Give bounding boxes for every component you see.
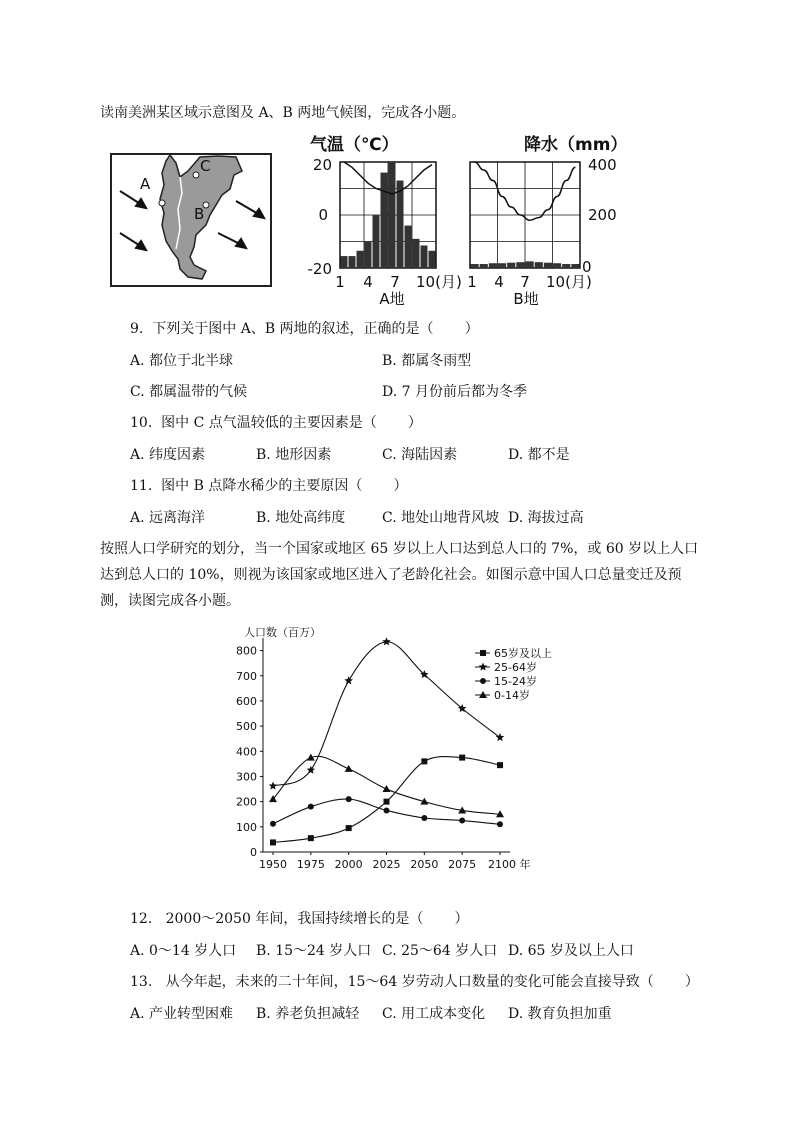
climate-chart-a [292, 132, 462, 307]
question-11-option-b[interactable]: B. 地处高纬度 [256, 510, 346, 526]
question-10-option-a[interactable]: A. 纬度因素 [130, 447, 206, 463]
population-x-tick-label: 2050 [410, 858, 439, 871]
climate-b-tick-400: 400 [588, 156, 617, 174]
climate-b-precip-bar [571, 264, 579, 268]
question-13-option-c[interactable]: C. 用工成本变化 [382, 1006, 486, 1022]
question-11-stem: 11. 图中 B 点降水稀少的主要原因（ ） [130, 478, 408, 494]
question-11-option-c[interactable]: C. 地处山地背风坡 [382, 510, 500, 526]
climate-a-tick-neg20: -20 [307, 260, 332, 278]
climate-b-xtick-1: 1 [467, 273, 477, 291]
map-point-c [193, 172, 199, 178]
question-12-option-a[interactable]: A. 0～14 岁人口 [130, 943, 237, 959]
section2-intro: 按照人口学研究的划分，当一个国家或地区 65 岁以上人口达到总人口的 7%，或 60 岁以上人口达到总人口的 10%，则视为该国家或地区进入了老龄化社会。如图示意中国人口总量变迁及预测，读图完成各小题。 [100, 541, 699, 609]
climate-a-precip-bar [357, 251, 364, 268]
climate-b-tick-200: 200 [588, 206, 617, 224]
climate-b-precip-bar [562, 264, 570, 268]
population-chart [228, 622, 568, 874]
climate-b-precip-bar [489, 263, 497, 268]
population-point [346, 825, 352, 831]
question-9-option-a[interactable]: A. 都位于北半球 [130, 353, 234, 369]
climate-b-precip-bar [544, 263, 552, 268]
question-13-option-a[interactable]: A. 产业转型困难 [130, 1006, 234, 1022]
question-11-option-d[interactable]: D. 海拔过高 [508, 510, 584, 526]
question-13-option-b[interactable]: B. 养老负担减轻 [256, 1006, 360, 1022]
population-point [382, 637, 391, 645]
map-label-c: C [200, 157, 211, 175]
climate-a-precip-bar [413, 239, 420, 268]
climate-a-xtick-10: 10(月) [416, 273, 462, 291]
climate-b-precip-bar [471, 264, 479, 268]
climate-a-precip-bar [397, 181, 404, 268]
legend-label: 65岁及以上 [494, 647, 552, 660]
climate-a-precip-bar [405, 226, 412, 268]
climate-chart-b [462, 132, 628, 308]
question-12-option-c[interactable]: C. 25～64 岁人口 [382, 943, 498, 959]
population-point [497, 821, 503, 827]
population-point [383, 785, 391, 792]
climate-a-precip-bar [341, 256, 348, 268]
population-point [270, 839, 276, 845]
climate-b-precip-bar [526, 261, 534, 268]
population-point [308, 835, 314, 841]
climate-b-xtick-4: 4 [494, 273, 504, 291]
climate-a-xtick-1: 1 [335, 273, 345, 291]
question-12-option-d[interactable]: D. 65 岁及以上人口 [508, 943, 634, 959]
legend-label: 25-64岁 [494, 661, 537, 674]
population-point [421, 815, 427, 821]
population-axes [263, 638, 510, 852]
population-y-tick-label: 700 [236, 669, 257, 683]
population-y-ticks [236, 645, 263, 859]
population-point [421, 758, 427, 764]
climate-a-precip-bar [365, 242, 372, 269]
legend-marker [480, 650, 486, 656]
population-y-tick-label: 800 [236, 644, 257, 658]
climate-b-precip-bar [480, 264, 488, 268]
population-x-tick-label: 2075 [448, 858, 477, 871]
population-point [308, 804, 314, 810]
population-point [344, 676, 353, 684]
population-ylabel: 人口数（百万） [244, 626, 321, 639]
climate-a-tick-20: 20 [312, 156, 332, 174]
population-point [269, 782, 278, 790]
population-point [496, 733, 505, 741]
climate-a-precip-bar [381, 173, 388, 268]
question-9-option-d[interactable]: D. 7 月份前后都为冬季 [382, 384, 527, 400]
population-point [384, 807, 390, 813]
question-9-option-c[interactable]: C. 都属温带的气候 [130, 384, 248, 400]
population-x-tick-label: 1975 [296, 858, 325, 871]
climate-b-precip-bar [516, 262, 524, 268]
population-x-tick-label: 1950 [259, 858, 287, 871]
population-point [384, 799, 390, 805]
question-13-option-d[interactable]: D. 教育负担加重 [508, 1006, 612, 1022]
population-x-ticks [259, 852, 531, 871]
population-point [459, 755, 465, 761]
map-point-a [159, 200, 165, 206]
population-y-tick-label: 0 [250, 846, 257, 859]
population-series [269, 637, 505, 845]
climate-b-precip-bar [498, 263, 506, 268]
climate-a-xtick-4: 4 [363, 273, 373, 291]
map-label-a: A [140, 175, 151, 193]
question-9-option-b[interactable]: B. 都属冬雨型 [382, 353, 472, 369]
climate-b-caption: B地 [513, 290, 539, 308]
question-10-option-c[interactable]: C. 海陆因素 [382, 447, 458, 463]
climate-b-xtick-10: 10(月) [546, 273, 592, 291]
population-x-tick-label: 2025 [372, 858, 401, 871]
climate-b-precip-title: 降水（mm） [524, 135, 628, 155]
population-point [345, 765, 353, 772]
climate-a-precip-bar [421, 245, 428, 268]
climate-a-precip-bar [389, 162, 396, 268]
question-10-option-b[interactable]: B. 地形因素 [256, 447, 332, 463]
legend-label: 15-24岁 [494, 675, 537, 688]
population-point [270, 821, 276, 827]
population-point [497, 762, 503, 768]
climate-a-precip-bar [373, 215, 380, 268]
population-y-tick-label: 100 [236, 820, 257, 834]
question-10-stem: 10. 图中 C 点气温较低的主要因素是（ ） [130, 415, 422, 431]
climate-a-precip-bar [429, 251, 436, 268]
section1-intro: 读南美洲某区域示意图及 A、B 两地气候图，完成各小题。 [100, 105, 466, 121]
climate-b-grid [470, 162, 580, 268]
question-10-option-d[interactable]: D. 都不是 [508, 447, 570, 463]
legend-marker [480, 678, 486, 684]
question-9-stem: 9. 下列关于图中 A、B 两地的叙述，正确的是（ ） [130, 321, 479, 337]
climate-b-tick-0: 0 [582, 258, 592, 276]
climate-a-xtick-7: 7 [390, 273, 400, 291]
climate-b-xtick-7: 7 [520, 273, 530, 291]
population-y-tick-label: 200 [236, 795, 257, 809]
question-13-stem: 13. 从今年起，未来的二十年间，15～64 岁劳动人口数量的变化可能会直接导致（ ） [130, 974, 699, 990]
south-america-map [110, 153, 274, 289]
climate-b-precip-bar [535, 262, 543, 268]
question-12-option-b[interactable]: B. 15～24 岁人口 [256, 943, 372, 959]
population-y-tick-label: 400 [236, 745, 257, 759]
population-legend [475, 646, 552, 702]
population-y-tick-label: 500 [236, 720, 257, 734]
population-x-tick-label: 2000 [334, 858, 363, 871]
question-12-stem: 12. 2000～2050 年间，我国持续增长的是（ ） [130, 911, 469, 927]
climate-a-caption: A地 [379, 290, 405, 308]
climate-b-precip-bar [507, 263, 515, 268]
population-y-tick-label: 300 [236, 770, 257, 784]
population-series-line [273, 642, 500, 786]
population-point [459, 818, 465, 824]
map-label-b: B [194, 205, 205, 223]
climate-a-tick-0: 0 [318, 206, 328, 224]
climate-a-precip-bar [349, 256, 356, 268]
population-point [307, 766, 316, 774]
climate-b-precip-bar [553, 263, 561, 268]
question-11-option-a[interactable]: A. 远离海洋 [130, 510, 206, 526]
legend-label: 0-14岁 [494, 689, 530, 702]
population-y-tick-label: 600 [236, 694, 257, 708]
legend-marker [479, 663, 488, 671]
population-point [346, 796, 352, 802]
population-x-tick-label: 2100 年 [488, 858, 531, 871]
climate-a-temp-title: 气温（℃） [310, 135, 399, 155]
